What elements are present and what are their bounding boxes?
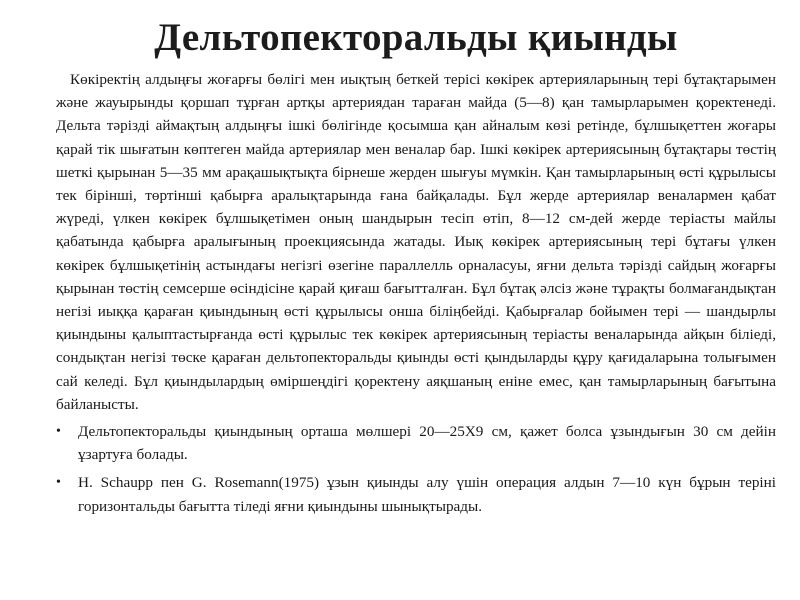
bullet-item <box>56 420 776 466</box>
bullet-item <box>56 471 776 517</box>
bullet-dot-icon: • <box>56 475 61 491</box>
bullet-text: Дельтопекторальды қиындының орташа мөлшері 20—25Х9 см, қажет болса ұзындығын 30 см дейін ұзартуға болады. <box>78 423 776 464</box>
slide-title: Дельтопекторальды қиынды <box>154 16 678 59</box>
bullet-dot-icon: • <box>56 424 61 440</box>
body-paragraph: Көкіректің алдыңғы жоғарғы бөлігі мен иықтың беткей терісі көкірек артерияларының тері бұтақтарымен және жауырынды қоршап тұрған артқы артериядан тараған майда (5—8) қан тамырларымен қоректенеді. Дельта тәрізді аймақтың алдыңғы ішкі бөлігінде қосымша қан айналым көзі ретінде, бұлшықеттен жоғары қарай тік шығатын көптеген майда артериялар мен веналар бар. Ішкі көкірек артериясының бұтақтары төстің шеткі қырынан 5—35 мм арақашықтықта бірнеше жерден шығуы мүмкін. Қан тамырларының өсті құрылысы тек бірінші, төртінші қабырға аралықтарында ғана байқалады. Бұл жерде артериялар веналармен қабат жүреді, үлкен көкірек бұлшықетімен оның шандырын тесіп өтіп, 8—12 см-дей жерде теріасты майлы қабатында қабырға аралығының проекциясында жатады. Иық көкірек артериясының тері бұтағы үлкен көкірек бұлшықетінің астындағы негізгі өзегіне параллелль орналасуы, яғни дельта тәрізді сайдың жоғарғы қырынан төстің семсерше өсіндісіне қарай қиғаш бағытталған. Бұл бұтақ әлсіз және тұрақты болмағандықтан негізі иыққа қараған қиындының өсті құрылысы онша біліңбейді. Қабырғалар бойымен тері — шандырлы қиындыны қалыптастырғанда өсті құрылыс тек көкірек артериясының теріасты веналарында айқын біліеді, сондықтан негізі төске қараған дельтопекторальды қиынды өсті қындыларды құру қағидаларына толығымен сай келеді. Бұл қиындылардың өміршеңдігі қоректену аяқшаның еніне емес, қан тамырларының бағытына байланысты. <box>56 71 776 413</box>
bullet-text: H. Schaupp пен G. Rosemann(1975) ұзын қиынды алу үшін операция алдын 7—10 күн бұрын теріні горизонтальды бағытта тіледі яғни қиындыны шынықтырады. <box>78 474 776 515</box>
bullet-list <box>56 420 776 518</box>
